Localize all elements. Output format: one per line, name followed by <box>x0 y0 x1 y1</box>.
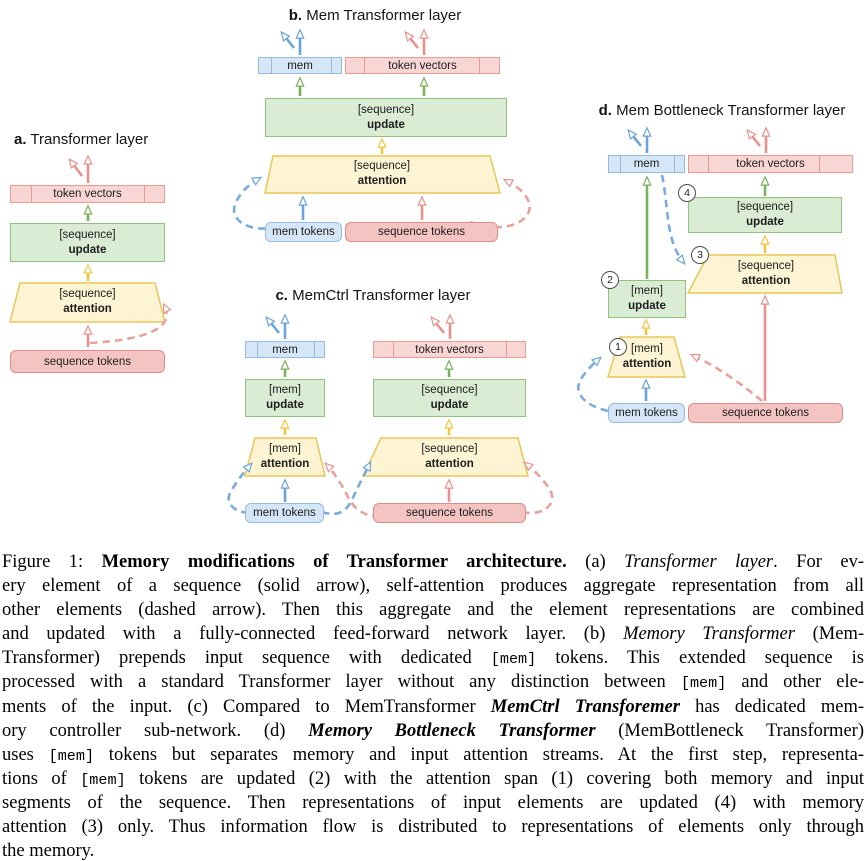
c-mem-update-label: update <box>266 399 304 411</box>
d-seq-to-mem-attn-dashed <box>692 355 762 401</box>
d-sequence-tokens-label: sequence tokens <box>722 407 809 419</box>
c-seq-attention-tag: [sequence] <box>421 443 478 456</box>
caption-line <box>2 695 864 719</box>
c-seq-update-tag: [sequence] <box>421 384 478 397</box>
diagram-b-title <box>255 7 495 24</box>
caption-segment: Transformer layer <box>624 552 774 572</box>
segment-divider <box>331 58 332 73</box>
segment-divider <box>314 342 315 357</box>
caption-segment: segments of the sequence. Then representations of input elements are updated (4) with memory <box>2 792 864 813</box>
step-4-badge: 4 <box>678 184 696 202</box>
segment-divider <box>31 186 32 202</box>
a-token-vectors-label: token vectors <box>53 188 122 200</box>
a-token-vectors-box <box>10 185 165 203</box>
c-token-vectors-label: token vectors <box>415 343 484 356</box>
c-mem-label: mem <box>272 343 298 356</box>
c-seq-update-box <box>373 379 526 417</box>
d-seq-attention-label: attention <box>741 275 791 287</box>
c-mem-attention-label: attention <box>260 458 310 470</box>
caption-segment: uses <box>2 744 49 765</box>
b-update-tag: [sequence] <box>357 103 415 116</box>
b-tv-output-arrow-dashed <box>406 33 418 48</box>
c-tv-output-arrow-dashed <box>432 318 444 333</box>
caption-line <box>2 670 864 694</box>
segment-divider <box>479 58 480 73</box>
segment-divider <box>506 342 507 357</box>
caption-segment: . For ev- <box>773 552 864 572</box>
caption-line <box>2 622 864 646</box>
c-mem-update-tag: [mem] <box>269 384 301 397</box>
diagram-c-letter: c. <box>275 287 288 304</box>
d-tv-output-arrow-dashed <box>748 131 760 146</box>
b-update-label: update <box>367 118 405 131</box>
a-attention-tag: [sequence] <box>59 288 116 301</box>
segment-divider <box>271 58 272 73</box>
d-mem-update-label: update <box>628 300 666 312</box>
c-seq-update-label: update <box>430 399 469 411</box>
caption-segment: the memory. <box>2 841 95 861</box>
caption-line <box>2 719 864 743</box>
caption-segment: Memory modifications of Transformer architecture. <box>101 552 567 572</box>
b-attention-label: attention <box>357 175 407 187</box>
b-token-vectors-box <box>345 57 500 74</box>
caption-line <box>2 550 864 574</box>
d-mem-dashed-loop <box>578 358 608 411</box>
segment-divider <box>364 58 365 73</box>
c-mem-attention-tag: [mem] <box>269 443 301 456</box>
segment-divider <box>819 156 820 172</box>
segment-divider <box>620 156 621 172</box>
caption-segment: and updated with a fully-connected feed-forward network layer. (b) <box>2 624 624 645</box>
a-output-arrow-dashed <box>70 160 82 176</box>
caption-segment: [mem] <box>48 746 95 765</box>
b-token-vectors-label: token vectors <box>388 59 457 72</box>
segment-divider <box>257 342 258 357</box>
diagram-b-letter: b. <box>288 7 303 24</box>
d-mem-tokens-box <box>608 403 685 423</box>
a-attention-label: attention <box>63 303 112 315</box>
caption-segment: (a) <box>566 552 625 572</box>
caption-segment: processed with a standard Transformer layer without any distinction between <box>2 672 681 693</box>
segment-divider <box>144 186 145 202</box>
caption-line <box>2 646 864 670</box>
caption-segment: [mem] <box>490 650 537 669</box>
c-seq-attention-label-group <box>373 440 526 474</box>
caption-line <box>2 767 864 791</box>
caption-line <box>2 743 864 767</box>
caption-segment: Memory Transformer <box>623 624 795 645</box>
step-1-badge: 1 <box>609 338 627 356</box>
segment-divider <box>708 156 709 172</box>
c-mem-update-box <box>245 379 325 417</box>
b-mem-tokens-label: mem tokens <box>272 226 335 238</box>
d-token-vectors-label: token vectors <box>736 158 805 170</box>
a-update-tag: [sequence] <box>59 228 116 241</box>
caption-segment: [mem] <box>680 674 727 693</box>
c-mem-box <box>245 341 325 358</box>
d-mem-update-tag: [mem] <box>631 285 663 298</box>
a-sequence-tokens-box <box>10 350 165 373</box>
b-attention-label-group <box>282 157 482 191</box>
a-sequence-tokens-label: sequence tokens <box>44 355 131 368</box>
c-mem-output-arrow-dashed <box>267 318 279 333</box>
d-token-vectors-box <box>688 155 853 173</box>
caption-segment: and other ele- <box>726 672 864 693</box>
d-mem-attention-tag: [mem] <box>631 343 663 356</box>
d-seq-update-tag: [sequence] <box>736 201 794 214</box>
caption-segment: tokens are updated (2) with the attention span (1) covering both memory and input <box>125 768 865 789</box>
b-sequence-tokens-box <box>345 222 498 242</box>
diagram-b-title-text: Mem Transformer layer <box>302 7 462 24</box>
segment-divider <box>393 342 394 357</box>
figure-caption <box>2 550 864 861</box>
d-sequence-tokens-box <box>688 403 843 423</box>
diagram-a-title-text: Transformer layer <box>26 131 149 148</box>
c-sequence-tokens-box <box>373 503 526 523</box>
caption-segment: attention (3) only. Thus information flow is distributed to representations of elements only through <box>2 817 864 838</box>
caption-segment: (MemBottleneck Transformer) <box>595 720 864 741</box>
caption-segment: Memory Bottleneck Transformer <box>308 720 596 741</box>
diagram-a-letter: a. <box>14 131 27 148</box>
d-seq-attention-tag: [sequence] <box>737 260 795 273</box>
diagram-c-title-text: MemCtrl Transformer layer <box>287 287 471 304</box>
c-mem-tokens-label: mem tokens <box>253 507 316 519</box>
b-update-box <box>265 98 507 137</box>
caption-line <box>2 574 864 598</box>
d-mem-box <box>608 155 685 173</box>
c-token-vectors-box <box>373 341 526 358</box>
d-mem-update-box <box>608 280 686 318</box>
caption-segment: [mem] <box>80 770 126 789</box>
c-seq-attention-label: attention <box>425 458 474 470</box>
caption-line <box>2 839 864 861</box>
caption-line <box>2 791 864 815</box>
b-attention-tag: [sequence] <box>353 160 411 173</box>
caption-segment: ery element of a sequence (solid arrow), self-attention produces aggregate representation from all <box>2 576 864 597</box>
segment-divider <box>674 156 675 172</box>
d-mem-attention-label: attention <box>622 358 672 370</box>
c-mem-tokens-box <box>245 503 324 523</box>
caption-segment: (Mem- <box>794 624 865 645</box>
caption-line <box>2 598 864 622</box>
c-mem-attention-label-group <box>245 440 325 474</box>
caption-segment: ory controller sub-network. (d) <box>2 720 309 741</box>
step-2-badge: 2 <box>601 271 619 289</box>
b-mem-label: mem <box>287 59 313 72</box>
caption-segment: ments of the input. (c) Compared to MemTransformer <box>2 696 491 717</box>
caption-segment: other elements (dashed arrow). Then this aggregate and the element representations are combined <box>2 600 864 621</box>
c-sequence-tokens-label: sequence tokens <box>406 507 493 519</box>
diagram-d-title <box>578 102 866 119</box>
b-mem-output-arrow-dashed <box>282 33 294 48</box>
caption-segment: MemCtrl Transforemer <box>490 696 680 717</box>
step-3-badge: 3 <box>691 246 709 264</box>
caption-segment: tokens. This extended sequence is <box>536 648 864 669</box>
b-mem-box <box>258 57 342 74</box>
a-update-label: update <box>68 243 107 256</box>
d-seq-update-label: update <box>746 216 784 228</box>
d-seq-attention-label-group <box>699 257 833 291</box>
d-mem-output-arrow-dashed <box>629 131 641 146</box>
caption-segment: Figure 1: <box>2 552 102 572</box>
diagram-d-letter: d. <box>598 102 612 119</box>
caption-segment: tions of <box>2 768 81 789</box>
c-mem-to-seq-dashed <box>322 463 370 514</box>
a-attention-label-group <box>20 285 155 319</box>
b-mem-tokens-box <box>265 222 342 242</box>
caption-line <box>2 815 864 839</box>
caption-segment: tokens but separates memory and input attention streams. At the first step, representa- <box>94 744 864 765</box>
caption-segment: Transformer) prepends input sequence with dedicated <box>2 648 491 669</box>
diagram-c-title <box>258 287 488 304</box>
a-update-box <box>10 223 165 262</box>
b-sequence-tokens-label: sequence tokens <box>378 226 465 238</box>
d-mem-label: mem <box>633 158 660 170</box>
diagram-a-title <box>14 131 148 148</box>
d-mem-tokens-label: mem tokens <box>615 407 678 419</box>
diagram-d-title-text: Mem Bottleneck Transformer layer <box>611 102 846 119</box>
caption-segment: has dedicated mem- <box>679 696 865 717</box>
d-seq-update-box <box>688 197 842 233</box>
